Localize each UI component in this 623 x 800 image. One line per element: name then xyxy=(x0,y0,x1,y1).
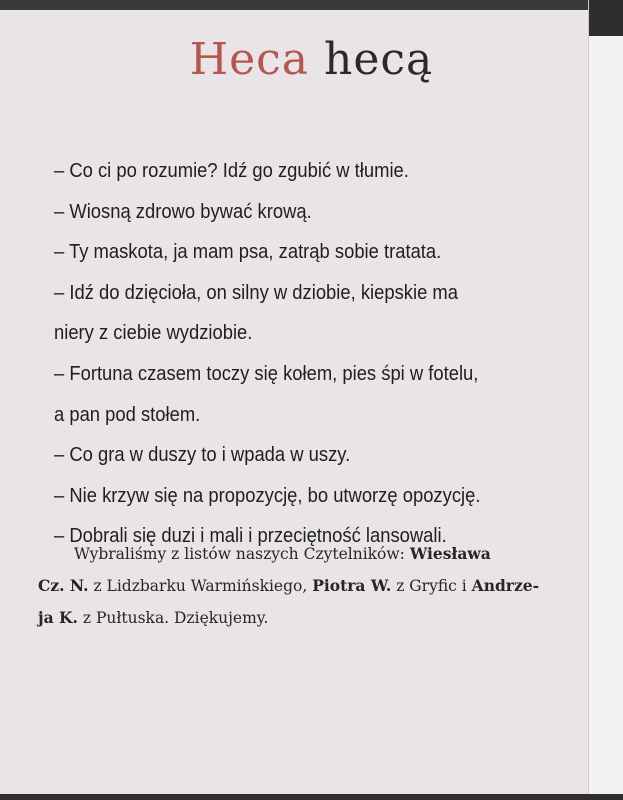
credits-thanks: z Pułtuska. Dziękujemy. xyxy=(77,609,269,627)
credits-text: z Lidzbarku Warmińskiego, xyxy=(88,577,313,595)
saying-line: niery z ciebie wydziobie. xyxy=(54,322,253,345)
saying-line: a pan pod stołem. xyxy=(54,403,201,426)
credits-line-1 xyxy=(38,538,598,570)
saying-line: – Ty maskota, ja mam psa, zatrąb sobie tratata. xyxy=(54,241,442,264)
top-border xyxy=(0,0,623,10)
sayings-list xyxy=(54,151,551,557)
saying-line: – Co ci po rozumie? Idź go zgubić w tłumie. xyxy=(54,160,409,182)
saying-line: – Fortuna czasem toczy się kołem, pies śpi w fotelu, xyxy=(54,362,479,385)
saying-line: – Nie krzyw się na propozycję, bo utworzę opozycję. xyxy=(54,484,481,507)
credits-name: ja K. xyxy=(38,608,78,627)
credits-intro: Wybraliśmy z listów naszych Czytelników: xyxy=(74,545,410,563)
credits-paragraph xyxy=(38,538,598,634)
saying-line: – Co gra w duszy to i wpada w uszy. xyxy=(54,444,351,467)
title-word-1: Heca xyxy=(189,34,310,85)
saying-line: – Idź do dzięcioła, on silny w dziobie, kiepskie ma xyxy=(54,281,458,304)
credits-line-3 xyxy=(38,602,598,634)
credits-name: Wiesława xyxy=(409,544,491,563)
credits-name: Piotra W. xyxy=(312,576,392,595)
adjacent-page-strip xyxy=(588,0,623,800)
credits-name: Andrze- xyxy=(471,576,540,595)
title-word-2: hecą xyxy=(324,34,434,85)
saying-line: – Dobrali się duzi i mali i przeciętność lansowali. xyxy=(54,525,447,548)
saying-line: – Wiosną zdrowo bywać krową. xyxy=(54,200,312,223)
credits-name: Cz. N. xyxy=(38,576,89,595)
page-title xyxy=(0,30,623,90)
bottom-border xyxy=(0,794,623,800)
credits-line-2 xyxy=(38,570,598,602)
credits-text: z Gryfic i xyxy=(391,577,472,595)
